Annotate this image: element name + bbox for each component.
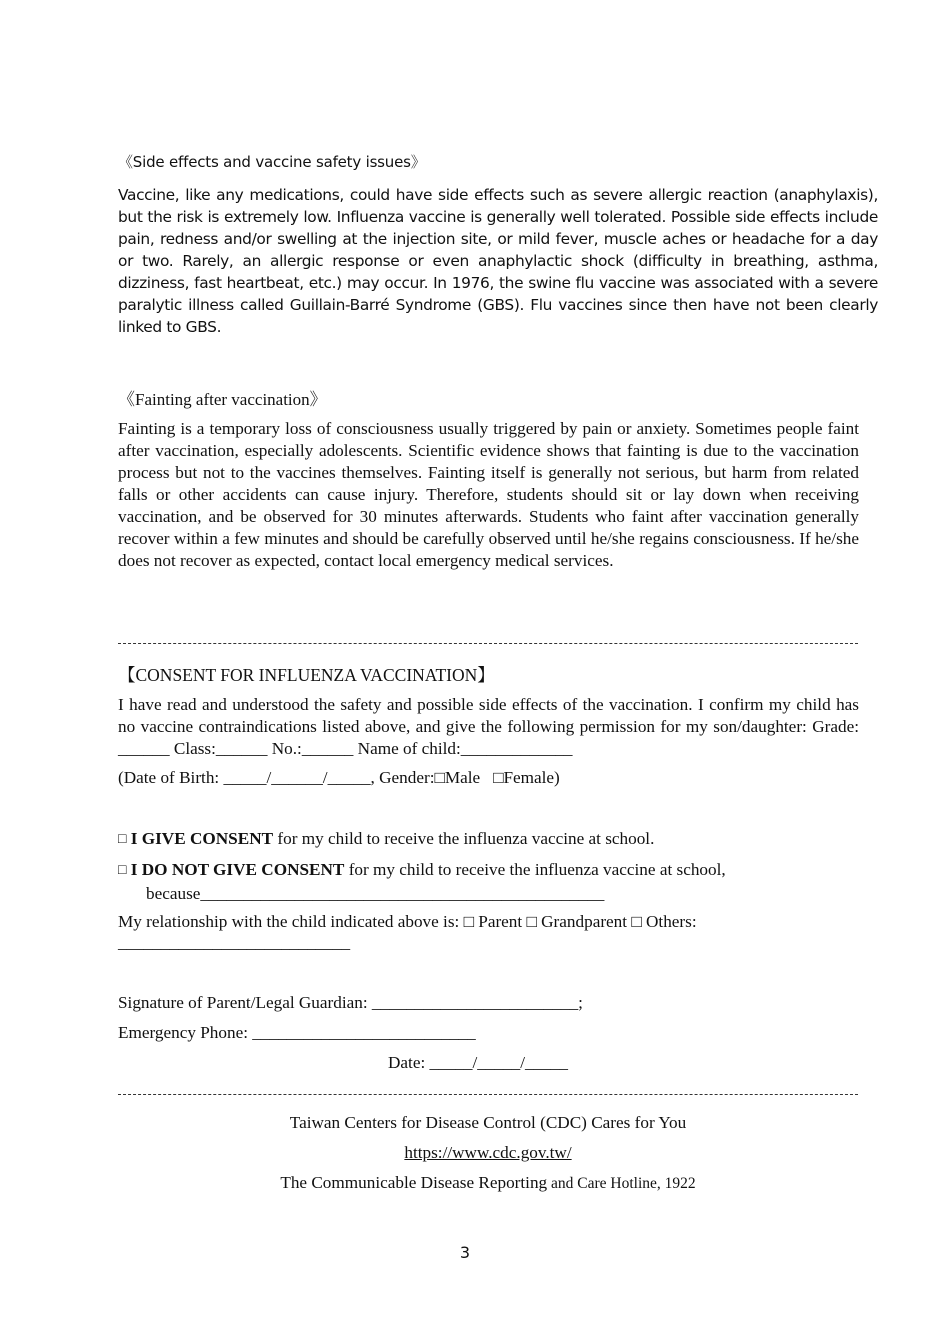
fainting-paragraph: Fainting is a temporary loss of consciousness usually triggered by pain or anxiety. Sometimes people faint after vaccination, especially adolescents. Scientific evidence shows that fainting is due to the vaccination process but not to the vaccines themselves. Fainting itself is generally not serious, but harm from related falls or other accidents can cause injury. Therefore, students should sit or lay down when receiving vaccination, and be observed for 30 minutes afterwards. Students who faint after vaccination generally recover within a few minutes and should be carefully observed until he/she regains consciousness. If he/she does not recover as expected, contact local emergency medical services. bbox=[118, 419, 859, 570]
date-of-birth-gender-line: (Date of Birth: _____/______/_____, Gender:□Male □Female) bbox=[118, 768, 560, 787]
give-consent-checkbox[interactable]: □ bbox=[118, 832, 127, 847]
relationship-line: My relationship with the child indicated above is: □ Parent □ Grandparent □ Others: bbox=[118, 912, 697, 931]
side-effects-heading: 《Side effects and vaccine safety issues》 bbox=[118, 153, 426, 171]
relationship-others-blank[interactable]: ___________________________ bbox=[118, 933, 351, 952]
guardian-signature-field[interactable]: Signature of Parent/Legal Guardian: ________________________; bbox=[118, 993, 583, 1012]
footer-cdc-line: Taiwan Centers for Disease Control (CDC) Cares for You bbox=[289, 1113, 687, 1132]
page-number: 3 bbox=[459, 1243, 471, 1262]
fainting-heading: 《Fainting after vaccination》 bbox=[118, 390, 327, 409]
no-consent-option[interactable] bbox=[118, 859, 859, 905]
consent-title: 【CONSENT FOR INFLUENZA VACCINATION】 bbox=[118, 665, 495, 685]
side-effects-paragraph: Vaccine, like any medications, could have side effects such as severe allergic reaction (anaphylaxis), but the risk is extremely low. Influenza vaccine is generally well tolerated. Possible side effects include pain, redness and/or swelling at the injection site, or mild fever, muscle aches or headache for a day or two. Rarely, an allergic response or even anaphylactic shock (difficulty in breathing, asthma, dizziness, fast heartbeat, etc.) may occur. In 1976, the swine flu vaccine was associated with a severe paralytic illness called Guillain-Barré Syndrome (GBS). Flu vaccines since then have not been clearly linked to GBS. bbox=[118, 186, 878, 336]
give-consent-option[interactable] bbox=[118, 829, 654, 849]
footer-hotline-small: and Care Hotline, 1922 bbox=[547, 1175, 696, 1192]
footer-hotline-line bbox=[118, 1173, 858, 1193]
no-consent-reason-blank[interactable]: because_______________________________________________ bbox=[146, 884, 605, 903]
no-consent-label: I DO NOT GIVE CONSENT bbox=[130, 860, 345, 879]
dashed-divider-bottom bbox=[118, 1094, 858, 1096]
footer-url-link[interactable]: https://www.cdc.gov.tw/ bbox=[404, 1143, 572, 1162]
emergency-phone-field[interactable]: Emergency Phone: __________________________ bbox=[118, 1023, 476, 1042]
footer-hotline-main: The Communicable Disease Reporting bbox=[280, 1173, 548, 1192]
give-consent-text: for my child to receive the influenza vaccine at school. bbox=[273, 829, 655, 848]
give-consent-label: I GIVE CONSENT bbox=[130, 829, 274, 848]
consent-statement: I have read and understood the safety and possible side effects of the vaccination. I confirm my child has no vaccine contraindications listed above, and give the following permission for my son/daughter: Grade: ______ Class:______ No.:______ Name of child:_____________ bbox=[118, 695, 859, 758]
no-consent-text: for my child to receive the influenza vaccine at school, bbox=[344, 860, 726, 879]
date-field[interactable]: Date: _____/_____/_____ bbox=[388, 1053, 568, 1072]
dashed-divider-top bbox=[118, 643, 858, 645]
no-consent-checkbox[interactable]: □ bbox=[118, 863, 127, 878]
